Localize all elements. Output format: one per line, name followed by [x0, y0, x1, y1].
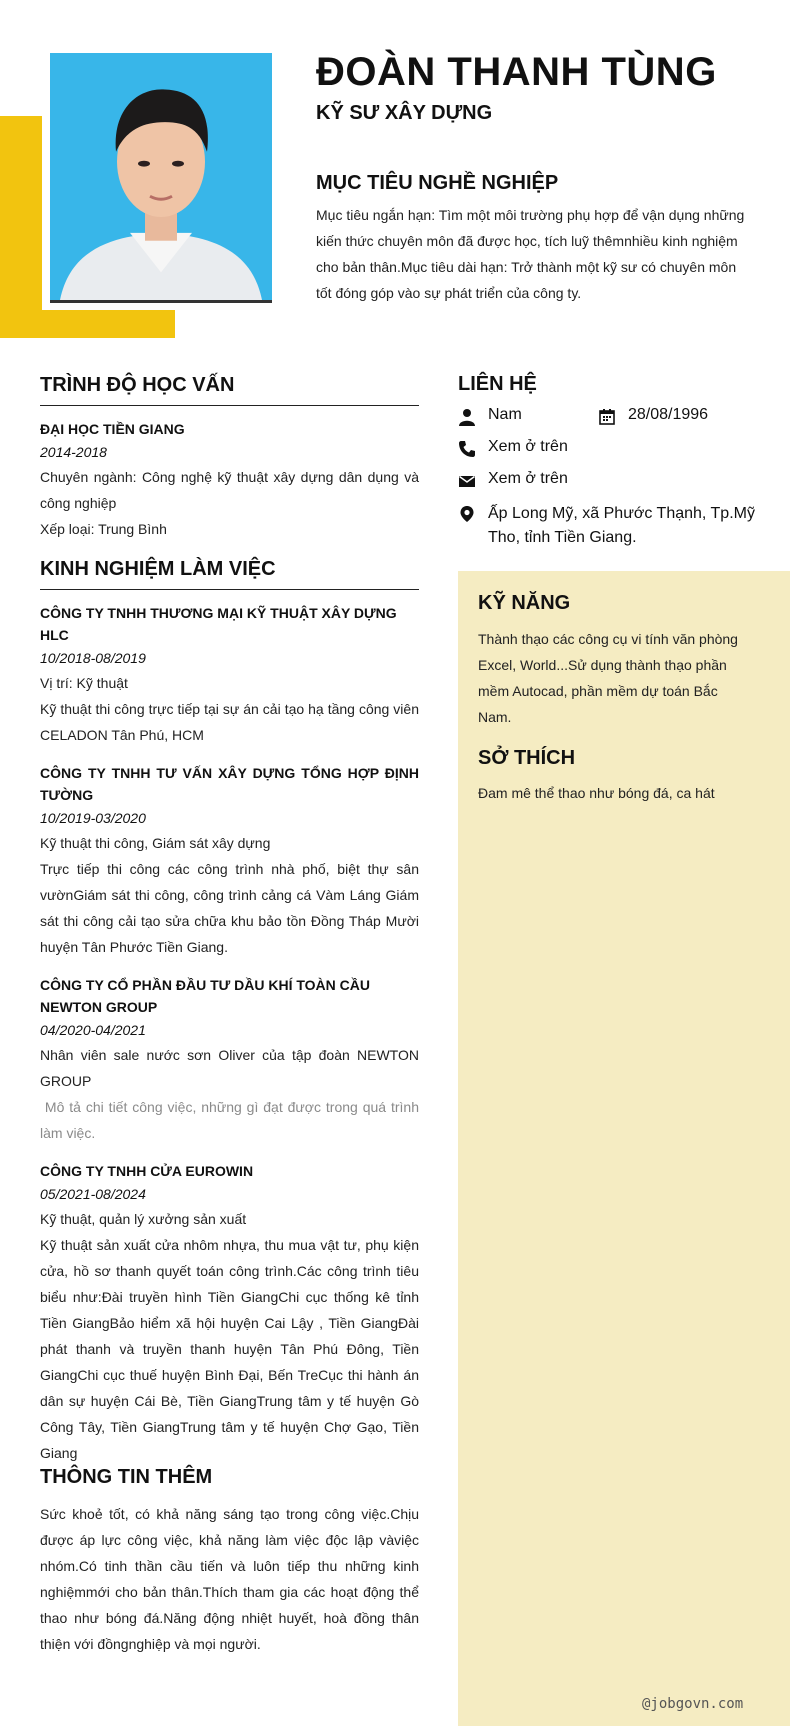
- experience-period: 05/2021-08/2024: [40, 1186, 146, 1202]
- contact-gender: [458, 406, 522, 426]
- experience-note: Mô tả chi tiết công việc, những gì đạt được trong quá trình làm việc.: [40, 1099, 423, 1141]
- education-section: [40, 374, 419, 542]
- profile-photo: [50, 53, 272, 303]
- education-rank: Xếp loại: Trung Bình: [40, 521, 167, 537]
- mail-icon: [458, 472, 476, 490]
- contact-birthday-value: 28/08/1996: [628, 406, 709, 423]
- education-period: 2014-2018: [40, 444, 107, 460]
- experience-period: 04/2020-04/2021: [40, 1022, 146, 1038]
- objective-text: Mục tiêu ngắn hạn: Tìm một môi trường phụ hợp để vận dụng những kiến thức chuyên môn đã được học, tích luỹ thêmnhiều kinh nghiệm cho bản thân.Mục tiêu dài hạn: Trở thành một kỹ sư có chuyên môn tốt đóng góp vào sự phát triển của công ty.: [316, 207, 745, 301]
- skills-heading: KỸ NĂNG: [478, 592, 571, 614]
- experience-period: 10/2018-08/2019: [40, 650, 146, 666]
- experience-period: 10/2019-03/2020: [40, 810, 146, 826]
- experience-heading: KINH NGHIỆM LÀM VIỆC: [40, 558, 419, 590]
- candidate-title: KỸ SƯ XÂY DỰNG: [316, 102, 493, 124]
- education-heading: TRÌNH ĐỘ HỌC VẤN: [40, 374, 419, 406]
- person-icon: [458, 408, 476, 426]
- watermark: @jobgovn.com: [642, 1696, 744, 1712]
- additional-text: Sức khoẻ tốt, có khả năng sáng tạo trong công việc.Chịu được áp lực công việc, khả năng làm việc độc lập vàviệc nhóm.Có tinh thần cầu tiến và luôn tiếp thu những kinh nghiệmmới cho bản thân.Thích tham gia các hoạt động thể thao như bóng đá.Năng động nhiệt huyết, hoà đồng thân thiện với đồngnghiệp và mọi người.: [40, 1506, 419, 1652]
- experience-item: [40, 762, 419, 960]
- objective-heading: MỤC TIÊU NGHỀ NGHIỆP: [316, 172, 559, 194]
- experience-description: Kỹ thuật thi công trực tiếp tại sự án cải tạo hạ tầng công viên CELADON Tân Phú, HCM: [40, 701, 419, 743]
- hobbies-heading: SỞ THÍCH: [478, 747, 576, 769]
- location-pin-icon: [458, 505, 476, 523]
- candidate-name: ĐOÀN THANH TÙNG: [316, 50, 717, 94]
- contact-phone: [458, 438, 568, 458]
- contact-address: [458, 502, 758, 550]
- hobbies-text: Đam mê thể thao như bóng đá, ca hát: [478, 785, 715, 801]
- contact-heading: LIÊN HỆ: [458, 373, 537, 395]
- education-school: ĐẠI HỌC TIỀN GIANG: [40, 421, 185, 437]
- contact-email-value: Xem ở trên: [488, 470, 568, 487]
- experience-item: [40, 602, 419, 748]
- additional-heading: THÔNG TIN THÊM: [40, 1466, 213, 1488]
- experience-description: Trực tiếp thi công các công trình nhà phố, biệt thự sân vườnGiám sát thi công, công trình cảng cá Vàm Láng Giám sát thi công cải tạo sửa chữa khu bảo tồn Đồng Tháp Mười huyện Tân Phước Tiền Giang.: [40, 861, 419, 955]
- experience-role: Kỹ thuật thi công, Giám sát xây dựng: [40, 835, 271, 851]
- contact-email: [458, 470, 568, 490]
- experience-section: [40, 558, 423, 1480]
- experience-role: Vị trí: Kỹ thuật: [40, 675, 128, 691]
- experience-item: [40, 1160, 419, 1466]
- education-major: Chuyên ngành: Công nghệ kỹ thuật xây dựng dân dụng và công nghiệp: [40, 469, 419, 511]
- calendar-icon: [598, 408, 616, 426]
- accent-bar: [0, 116, 42, 338]
- experience-company: CÔNG TY TNHH TƯ VẤN XÂY DỰNG TỔNG HỢP ĐỊNH TƯỜNG: [40, 765, 419, 803]
- contact-gender-value: Nam: [488, 406, 522, 423]
- experience-role: Nhân viên sale nước sơn Oliver của tập đoàn NEWTON GROUP: [40, 1047, 419, 1089]
- contact-address-value: Ấp Long Mỹ, xã Phước Thạnh, Tp.Mỹ Tho, tỉnh Tiền Giang.: [488, 505, 755, 546]
- experience-description: Kỹ thuật sản xuất cửa nhôm nhựa, thu mua vật tư, phụ kiện cửa, hồ sơ thanh quyết toán công trình.Các công trình tiêu biểu như:Đài truyền hình Tiền GiangChi cục thống kê tỉnh Tiền GiangBảo hiểm xã hội huyện Cai Lậy , Tiền GiangĐài phát thanh và truyền thanh huyện Tân Phú Đông, Tiền GiangChi cục thuế huyện Bình Đại, Bến TreCục thi hành án dân sự huyện Cái Bè, Tiền GiangTrung tâm y tế huyện Gò Công Tây, Tiền GiangTrung tâm y tế huyện Chợ Gạo, Tiền Giang: [40, 1237, 419, 1461]
- contact-phone-value: Xem ở trên: [488, 438, 568, 455]
- experience-company: CÔNG TY TNHH CỬA EUROWIN: [40, 1163, 254, 1179]
- additional-section: [40, 1466, 419, 1657]
- accent-bar-bottom: [0, 310, 175, 338]
- phone-icon: [458, 440, 476, 458]
- contact-birthday: [598, 406, 708, 426]
- experience-company: CÔNG TY TNHH THƯƠNG MẠI KỸ THUẬT XÂY DỰNG HLC: [40, 605, 397, 643]
- skills-text: Thành thạo các công cụ vi tính văn phòng Excel, World...Sử dụng thành thạo phần mềm Autocad, phần mềm dự toán Bắc Nam.: [478, 631, 738, 725]
- experience-company: CÔNG TY CỔ PHẦN ĐẦU TƯ DẦU KHÍ TOÀN CẦU NEWTON GROUP: [40, 977, 370, 1015]
- experience-item: [40, 974, 423, 1146]
- skills-sidebar: [458, 571, 790, 1726]
- experience-role: Kỹ thuật, quản lý xưởng sản xuất: [40, 1211, 247, 1227]
